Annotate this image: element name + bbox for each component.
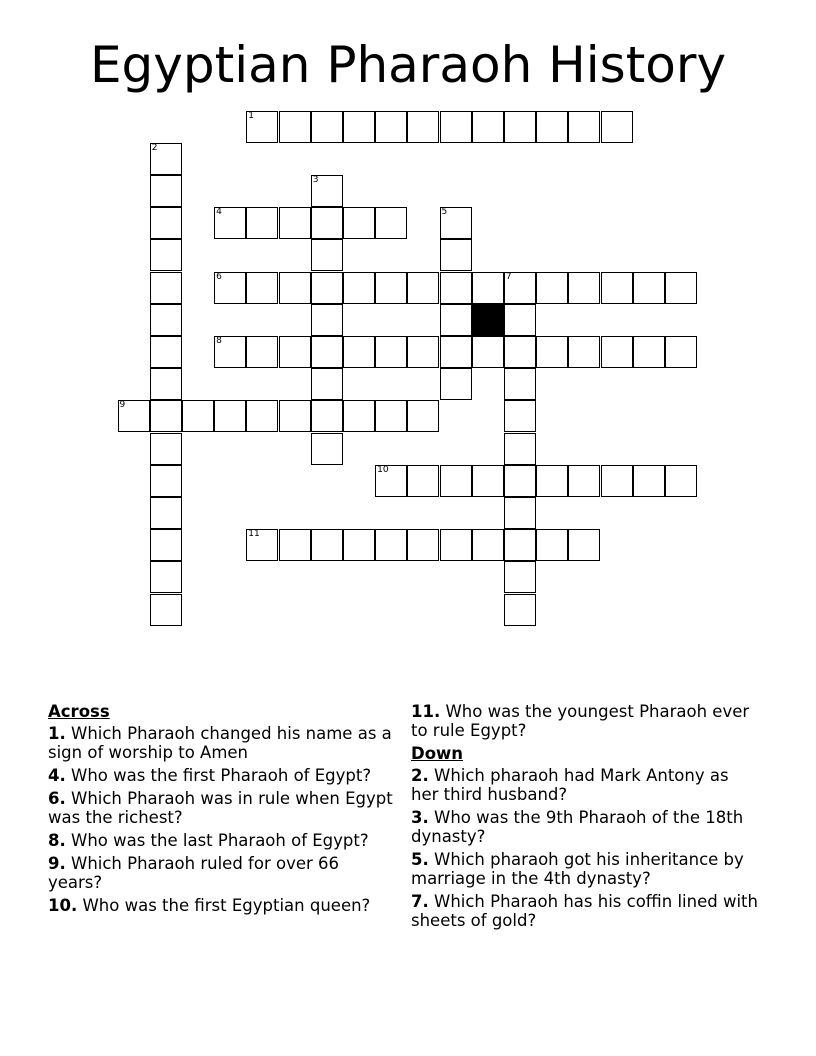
clue-number: 1. — [48, 724, 66, 743]
grid-cell[interactable] — [633, 465, 665, 497]
grid-cell[interactable] — [311, 400, 343, 432]
clue-text: Which Pharaoh was in rule when Egypt was the richest? — [48, 789, 393, 827]
clue-number: 10. — [48, 896, 78, 915]
grid-cell[interactable] — [311, 336, 343, 368]
clue-number-label: 1 — [248, 110, 255, 121]
down-heading: Down — [411, 744, 464, 763]
grid-cell[interactable] — [150, 143, 182, 175]
grid-cell[interactable] — [343, 400, 375, 432]
grid-cell[interactable] — [601, 111, 633, 143]
grid-cell[interactable] — [601, 272, 633, 304]
grid-cell[interactable] — [536, 529, 568, 561]
grid-cell[interactable] — [150, 529, 182, 561]
grid-cell[interactable] — [440, 368, 472, 400]
grid-cell[interactable] — [214, 272, 246, 304]
grid-cell[interactable] — [279, 207, 311, 239]
grid-cell[interactable] — [279, 111, 311, 143]
grid-cell[interactable] — [407, 272, 439, 304]
grid-cell[interactable] — [504, 400, 536, 432]
clue-number-label: 2 — [151, 142, 158, 153]
clue-down-7 — [411, 892, 761, 930]
grid-cell[interactable] — [568, 272, 600, 304]
clue-number: 9. — [48, 854, 66, 873]
grid-cell[interactable] — [504, 497, 536, 529]
grid-cell[interactable] — [504, 111, 536, 143]
clue-text: Who was the last Pharaoh of Egypt? — [71, 831, 369, 850]
grid-cell[interactable] — [440, 111, 472, 143]
grid-cell[interactable] — [601, 336, 633, 368]
grid-cell[interactable] — [568, 465, 600, 497]
grid-cell[interactable] — [504, 272, 536, 304]
clue-number-label: 3 — [312, 174, 319, 185]
clue-text: Which pharaoh got his inheritance by marriage in the 4th dynasty? — [411, 850, 744, 888]
clue-text: Who was the youngest Pharaoh ever to rule Egypt? — [411, 702, 750, 740]
grid-cell[interactable] — [375, 336, 407, 368]
grid-cell[interactable] — [375, 400, 407, 432]
grid-cell[interactable] — [375, 465, 407, 497]
grid-cell[interactable] — [440, 272, 472, 304]
clue-text: Who was the 9th Pharaoh of the 18th dynasty? — [411, 808, 744, 846]
grid-cell[interactable] — [375, 529, 407, 561]
grid-cell[interactable] — [150, 175, 182, 207]
grid-cell[interactable] — [246, 400, 278, 432]
grid-cell[interactable] — [440, 304, 472, 336]
grid-cell[interactable] — [246, 272, 278, 304]
grid-cell[interactable] — [633, 272, 665, 304]
grid-cell[interactable] — [150, 207, 182, 239]
clue-across-9 — [48, 854, 398, 892]
across-heading: Across — [48, 702, 110, 721]
grid-cell[interactable] — [536, 465, 568, 497]
grid-cell[interactable] — [504, 336, 536, 368]
grid-cell[interactable] — [150, 304, 182, 336]
grid-cell[interactable] — [118, 400, 150, 432]
clue-number: 8. — [48, 831, 66, 850]
grid-cell[interactable] — [246, 207, 278, 239]
grid-cell[interactable] — [665, 336, 697, 368]
clue-number: 3. — [411, 808, 429, 827]
grid-cell[interactable] — [568, 529, 600, 561]
grid-cell[interactable] — [150, 368, 182, 400]
clue-number: 6. — [48, 789, 66, 808]
grid-cell[interactable] — [311, 207, 343, 239]
grid-cell[interactable] — [407, 529, 439, 561]
grid-cell[interactable] — [375, 272, 407, 304]
grid-cell[interactable] — [504, 465, 536, 497]
grid-cell[interactable] — [246, 336, 278, 368]
grid-cell[interactable] — [311, 433, 343, 465]
grid-cell[interactable] — [343, 207, 375, 239]
grid-cell[interactable] — [279, 336, 311, 368]
grid-cell[interactable] — [504, 561, 536, 593]
grid-cell[interactable] — [214, 400, 246, 432]
grid-cell[interactable] — [150, 433, 182, 465]
grid-cell[interactable] — [407, 465, 439, 497]
grid-cell[interactable] — [472, 272, 504, 304]
grid-cell[interactable] — [214, 207, 246, 239]
grid-cell[interactable] — [311, 368, 343, 400]
clue-down-3 — [411, 808, 761, 846]
puzzle-title: Egyptian Pharaoh History — [89, 36, 727, 94]
grid-cell[interactable] — [343, 111, 375, 143]
grid-cell[interactable] — [440, 336, 472, 368]
clues-right-column — [411, 702, 761, 934]
clue-number-label: 9 — [119, 400, 126, 411]
clue-number: 2. — [411, 766, 429, 785]
clue-text: Who was the first Egyptian queen? — [82, 896, 371, 915]
clue-number-label: 6 — [216, 271, 222, 282]
grid-cell[interactable] — [472, 336, 504, 368]
grid-cell[interactable] — [279, 400, 311, 432]
clue-across-6 — [48, 789, 398, 827]
grid-cell[interactable] — [311, 239, 343, 271]
clue-across-10 — [48, 896, 398, 915]
grid-cell[interactable] — [150, 497, 182, 529]
grid-cell[interactable] — [407, 400, 439, 432]
grid-cell[interactable] — [214, 336, 246, 368]
grid-cell[interactable] — [504, 594, 536, 626]
grid-cell[interactable] — [150, 336, 182, 368]
grid-cell[interactable] — [665, 272, 697, 304]
grid-cell[interactable] — [440, 529, 472, 561]
clue-across-8 — [48, 831, 398, 850]
grid-cell[interactable] — [311, 529, 343, 561]
grid-cell[interactable] — [440, 465, 472, 497]
grid-cell[interactable] — [182, 400, 214, 432]
grid-cell[interactable] — [504, 433, 536, 465]
grid-cell[interactable] — [311, 304, 343, 336]
clue-down-5 — [411, 850, 761, 888]
grid-cell[interactable] — [472, 465, 504, 497]
grid-cell[interactable] — [536, 111, 568, 143]
clue-number-label: 7 — [505, 271, 512, 282]
clues-left-column — [48, 702, 398, 919]
clue-number: 5. — [411, 850, 429, 869]
clue-number-label: 10 — [377, 464, 389, 475]
grid-cell[interactable] — [150, 239, 182, 271]
grid-cell[interactable] — [150, 561, 182, 593]
grid-cell[interactable] — [440, 207, 472, 239]
grid-cell[interactable] — [504, 529, 536, 561]
clue-number-label: 8 — [216, 335, 222, 346]
grid-cell[interactable] — [536, 272, 568, 304]
grid-cell[interactable] — [407, 111, 439, 143]
grid-cell[interactable] — [311, 111, 343, 143]
grid-cell[interactable] — [601, 465, 633, 497]
clue-across-1 — [48, 724, 398, 762]
grid-cell[interactable] — [279, 529, 311, 561]
clue-text: Which Pharaoh ruled for over 66 years? — [48, 854, 340, 892]
grid-cell[interactable] — [472, 111, 504, 143]
clue-number-label: 4 — [216, 207, 222, 218]
grid-cell[interactable] — [375, 111, 407, 143]
clue-text: Who was the first Pharaoh of Egypt? — [71, 766, 372, 785]
grid-cell[interactable] — [246, 111, 278, 143]
black-cell — [472, 304, 504, 336]
grid-cell[interactable] — [311, 272, 343, 304]
grid-cell[interactable] — [150, 594, 182, 626]
grid-cell[interactable] — [311, 175, 343, 207]
grid-cell[interactable] — [407, 336, 439, 368]
grid-cell[interactable] — [536, 336, 568, 368]
clue-text: Which pharaoh had Mark Antony as her third husband? — [411, 766, 729, 804]
grid-cell[interactable] — [343, 272, 375, 304]
grid-cell[interactable] — [375, 207, 407, 239]
clue-across-4 — [48, 766, 398, 785]
grid-cell[interactable] — [150, 400, 182, 432]
grid-cell[interactable] — [343, 529, 375, 561]
clue-down-2 — [411, 766, 761, 804]
grid-cell[interactable] — [568, 336, 600, 368]
grid-cell[interactable] — [150, 465, 182, 497]
clue-number-label: 11 — [248, 529, 260, 540]
clue-across-11 — [411, 702, 761, 740]
grid-cell[interactable] — [150, 272, 182, 304]
clue-number: 4. — [48, 766, 66, 785]
grid-cell[interactable] — [504, 368, 536, 400]
grid-cell[interactable] — [246, 529, 278, 561]
grid-cell[interactable] — [504, 304, 536, 336]
grid-cell[interactable] — [633, 336, 665, 368]
clue-number: 7. — [411, 892, 429, 911]
clue-text: Which Pharaoh has his coffin lined with sheets of gold? — [411, 892, 758, 930]
grid-cell[interactable] — [568, 111, 600, 143]
grid-cell[interactable] — [343, 336, 375, 368]
grid-cell[interactable] — [440, 239, 472, 271]
clue-text: Which Pharaoh changed his name as a sign of worship to Amen — [48, 724, 392, 762]
grid-cell[interactable] — [665, 465, 697, 497]
clue-number: 11. — [411, 702, 441, 721]
grid-cell[interactable] — [472, 529, 504, 561]
clue-number-label: 5 — [441, 207, 448, 218]
grid-cell[interactable] — [279, 272, 311, 304]
